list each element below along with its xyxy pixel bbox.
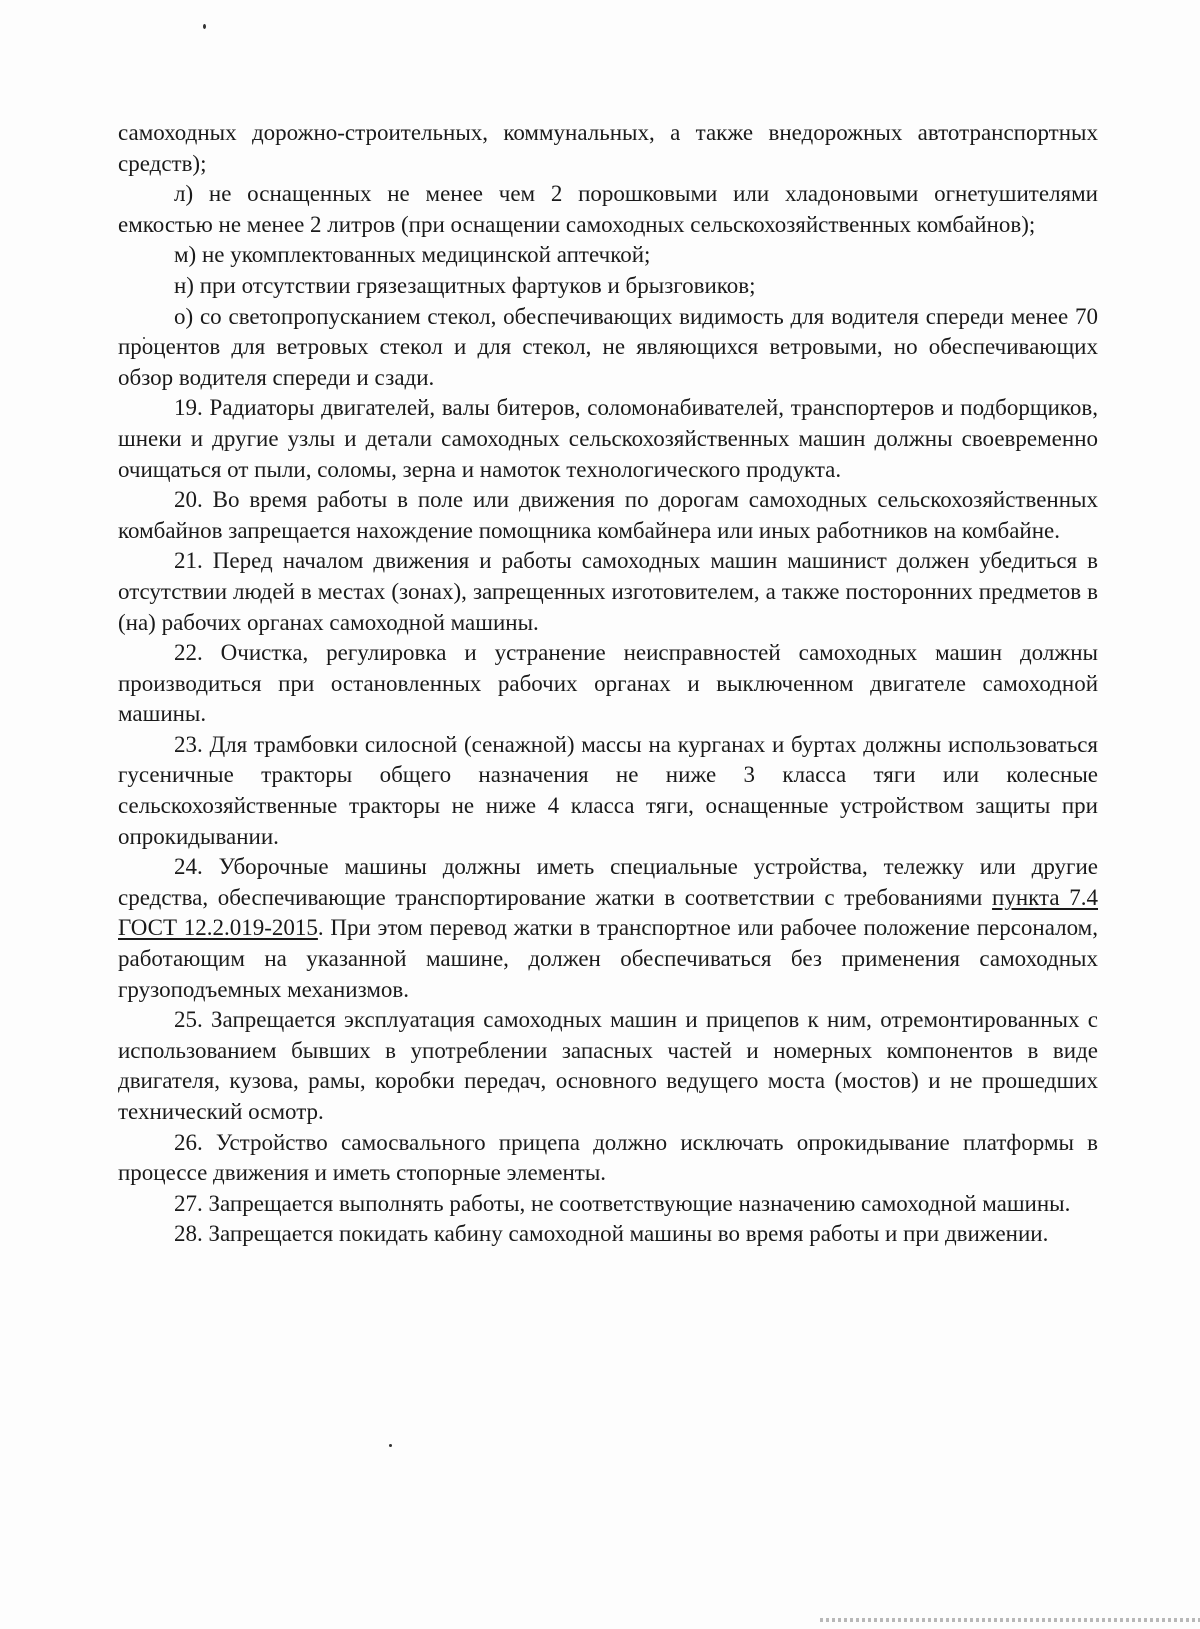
paragraph-continuation: самоходных дорожно-строительных, коммунальных, а также внедорожных автотранспортных средств); [118, 120, 1098, 176]
scan-speck [203, 24, 206, 29]
paragraph-item-m: м) не укомплектованных медицинской аптечкой; [174, 242, 651, 268]
paragraph-24-text-before: 24. Уборочные машины должны иметь специальные устройства, тележку или другие средства, обеспечивающие транспортирование жатки в соответствии с требованиями [118, 854, 1098, 910]
paragraph-28: 28. Запрещается покидать кабину самоходной машины во время работы и при движении. [174, 1221, 1049, 1247]
document-body [118, 118, 1098, 1250]
paragraph-item-n: н) при отсутствии грязезащитных фартуков и брызговиков; [174, 272, 756, 298]
scan-speck [389, 1444, 392, 1447]
paragraph-21: 21. Перед началом движения и работы самоходных машин машинист должен убедиться в отсутствии людей в местах (зонах), запрещенных изготовителем, а также посторонних предметов в (на) рабочих органах самоходной машины. [118, 548, 1098, 635]
paragraph-20: 20. Во время работы в поле или движения по дорогам самоходных сельскохозяйственных комбайнов запрещается нахождение помощника комбайнера или иных работников на комбайне. [118, 487, 1098, 543]
scan-edge-line [820, 1618, 1200, 1622]
paragraph-26: 26. Устройство самосвального прицепа должно исключать опрокидывание платформы в процессе движения и иметь стопорные элементы. [118, 1129, 1098, 1186]
paragraph-item-o: о) со светопропусканием стекол, обеспечивающих видимость для водителя спереди менее 70 процентов для ветровых стекол и для стекол, не являющихся ветровыми, но обеспечивающих обзор водителя спереди и сзади. [118, 303, 1098, 390]
paragraph-24-text-after: . При этом перевод жатки в транспортное или рабочее положение персоналом, работающим на указанной машине, должен обеспечиваться без применения самоходных грузоподъемных механизмов. [118, 915, 1098, 1002]
paragraph-19: 19. Радиаторы двигателей, валы битеров, соломонабивателей, транспортеров и подборщиков, шнеки и другие узлы и детали самоходных сельскохозяйственных машин должны своевременно очищаться от пыли, соломы, зерна и намоток технологического продукта. [118, 395, 1098, 482]
paragraph-22: 22. Очистка, регулировка и устранение неисправностей самоходных машин должны производиться при остановленных рабочих органах и выключенном двигателе самоходной машины. [118, 640, 1098, 727]
gost-reference-link[interactable]: пункта 7.4 ГОСТ 12.2.019-2015 [118, 884, 1099, 941]
paragraph-23: 23. Для трамбовки силосной (сенажной) массы на курганах и буртах должны использоваться гусеничные тракторы общего назначения не ниже 3 класса тяги или колесные сельскохозяйственные тракторы не ниже 4 класса тяги, оснащенные устройством защиты при опрокидывании. [118, 731, 1098, 849]
paragraph-item-l: л) не оснащенных не менее чем 2 порошковыми или хладоновыми огнетушителями емкостью не менее 2 литров (при оснащении самоходных сельскохозяйственных комбайнов); [118, 181, 1098, 237]
paragraph-24 [118, 852, 1098, 1005]
paragraph-25: 25. Запрещается эксплуатация самоходных машин и прицепов к ним, отремонтированных с использованием бывших в употреблении запасных частей и номерных компонентов в виде двигателя, кузова, рамы, коробки передач, основного ведущего моста (мостов) и не прошедших технический осмотр. [118, 1007, 1098, 1124]
paragraph-27: 27. Запрещается выполнять работы, не соответствующие назначению самоходной машины. [174, 1190, 1071, 1216]
